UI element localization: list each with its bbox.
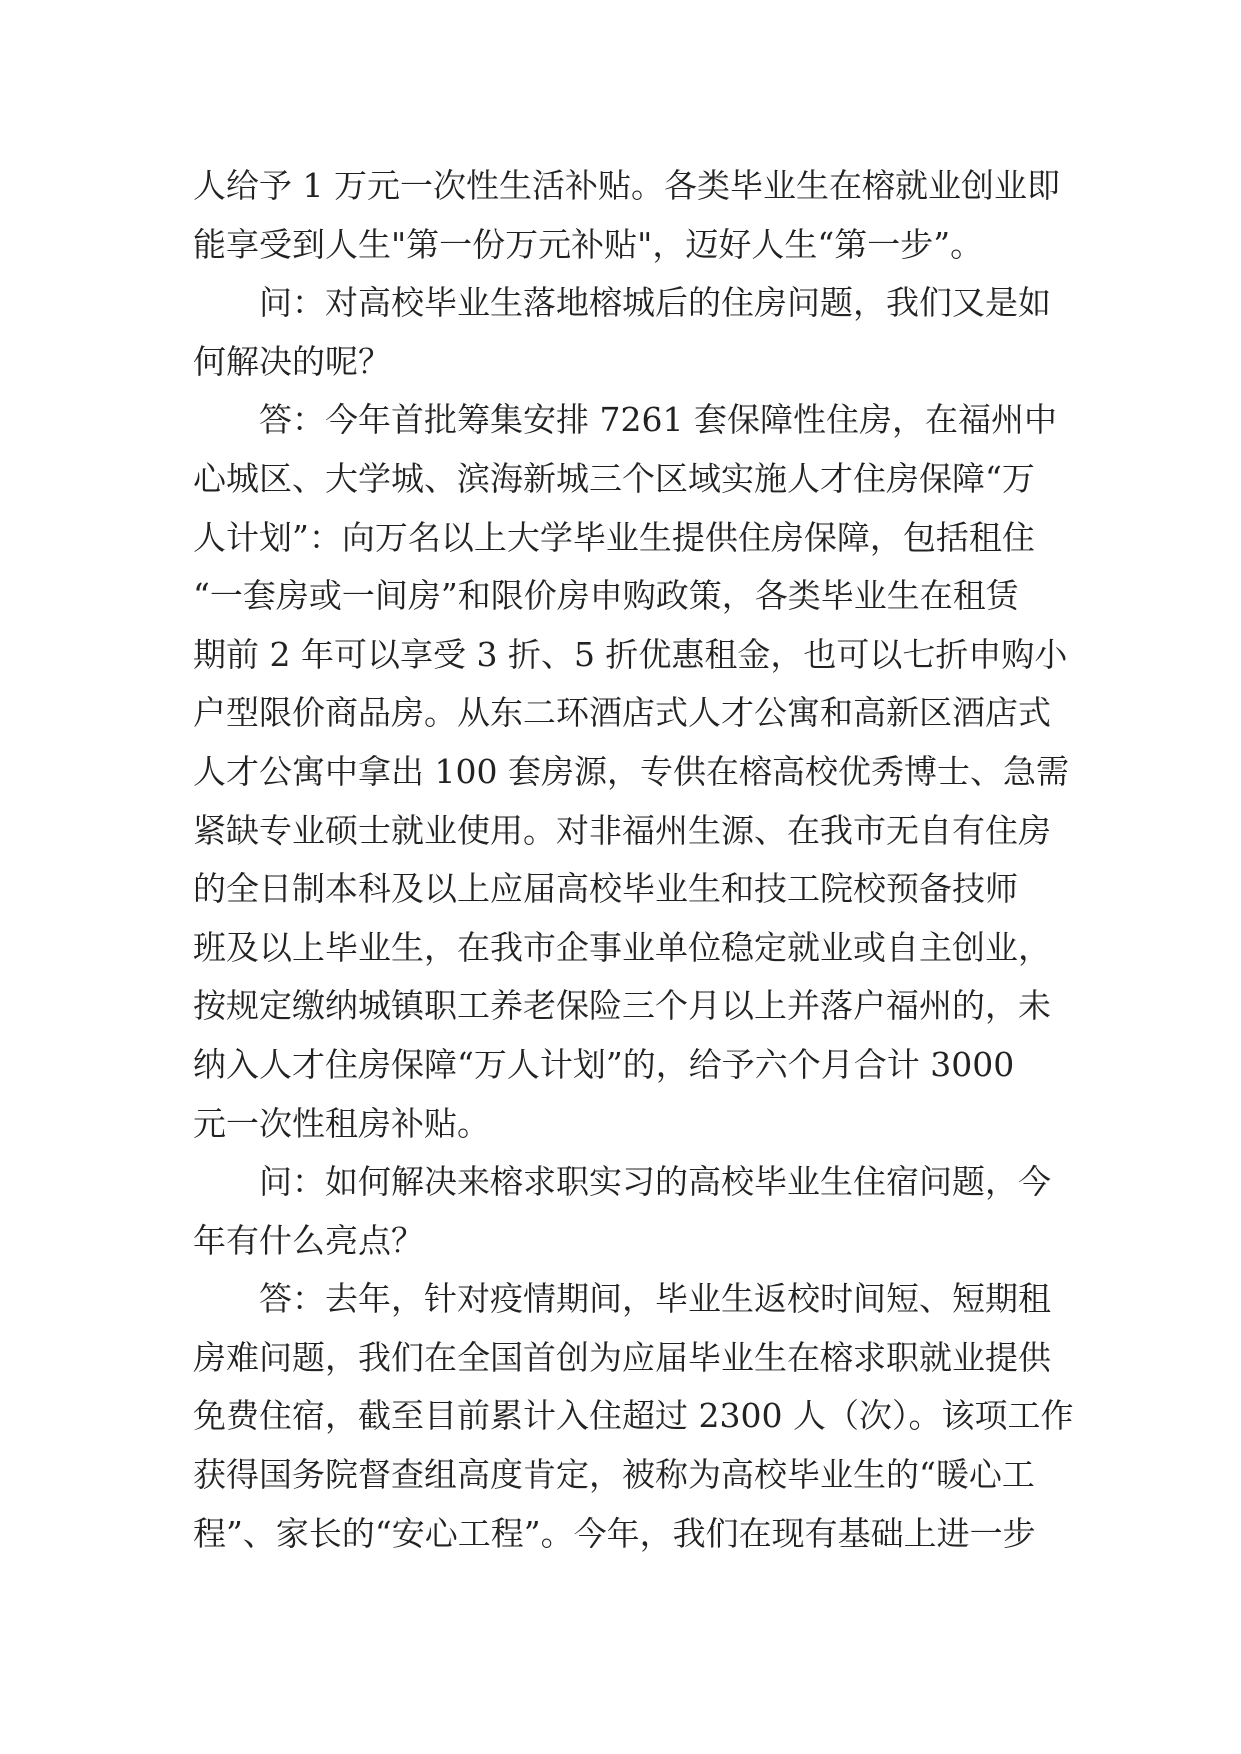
- text-line: 人给予 1 万元一次性生活补贴。各类毕业生在榕就业创业即: [193, 166, 1060, 205]
- text-line: 人才公寓中拿出 100 套房源，专供在榕高校优秀博士、急需: [193, 751, 1069, 791]
- text-line: 按规定缴纳城镇职工养老保险三个月以上并落户福州的，未: [193, 986, 1051, 1026]
- text-line: 能享受到人生"第一份万元补贴"，迈好人生“第一步”。: [193, 224, 984, 264]
- text-line: 户型限价商品房。从东二环酒店式人才公寓和高新区酒店式: [193, 693, 1051, 733]
- text-line: 年有什么亮点？: [193, 1220, 424, 1260]
- text-line: 获得国务院督查组高度肯定，被称为高校毕业生的“暖心工: [193, 1455, 1035, 1495]
- question-line: 问：如何解决来榕求职实习的高校毕业生住宿问题，今: [259, 1162, 1051, 1202]
- text-line: 人计划”：向万名以上大学毕业生提供住房保障，包括租住: [193, 517, 1035, 557]
- text-line: 纳入人才住房保障“万人计划”的，给予六个月合计 3000: [193, 1044, 1015, 1084]
- text-line: 期前 2 年可以享受 3 折、5 折优惠租金，也可以七折申购小: [193, 634, 1068, 674]
- text-line: 紧缺专业硕士就业使用。对非福州生源、在我市无自有住房: [193, 810, 1051, 850]
- document-body: [193, 157, 1074, 1563]
- question-line: 问：对高校毕业生落地榕城后的住房问题，我们又是如: [259, 283, 1051, 323]
- answer-line: 答：去年，针对疫情期间，毕业生返校时间短、短期租: [259, 1279, 1051, 1319]
- text-line: 何解决的呢？: [193, 341, 391, 381]
- text-line: 房难问题，我们在全国首创为应届毕业生在榕求职就业提供: [193, 1337, 1051, 1377]
- text-line: 心城区、大学城、滨海新城三个区域实施人才住房保障“万: [193, 458, 1035, 498]
- text-line: “一套房或一间房”和限价房申购政策，各类毕业生在租赁: [193, 576, 1019, 616]
- text-line: 班及以上毕业生，在我市企事业单位稳定就业或自主创业，: [193, 927, 1051, 967]
- text-line: 免费住宿，截至目前累计入住超过 2300 人（次）。该项工作: [193, 1396, 1074, 1436]
- text-line: 程”、家长的“安心工程”。今年，我们在现有基础上进一步: [193, 1513, 1036, 1553]
- answer-line: 答：今年首批筹集安排 7261 套保障性住房，在福州中: [259, 400, 1057, 440]
- text-line: 元一次性租房补贴。: [193, 1103, 490, 1143]
- text-line: 的全日制本科及以上应届高校毕业生和技工院校预备技师: [193, 869, 1018, 909]
